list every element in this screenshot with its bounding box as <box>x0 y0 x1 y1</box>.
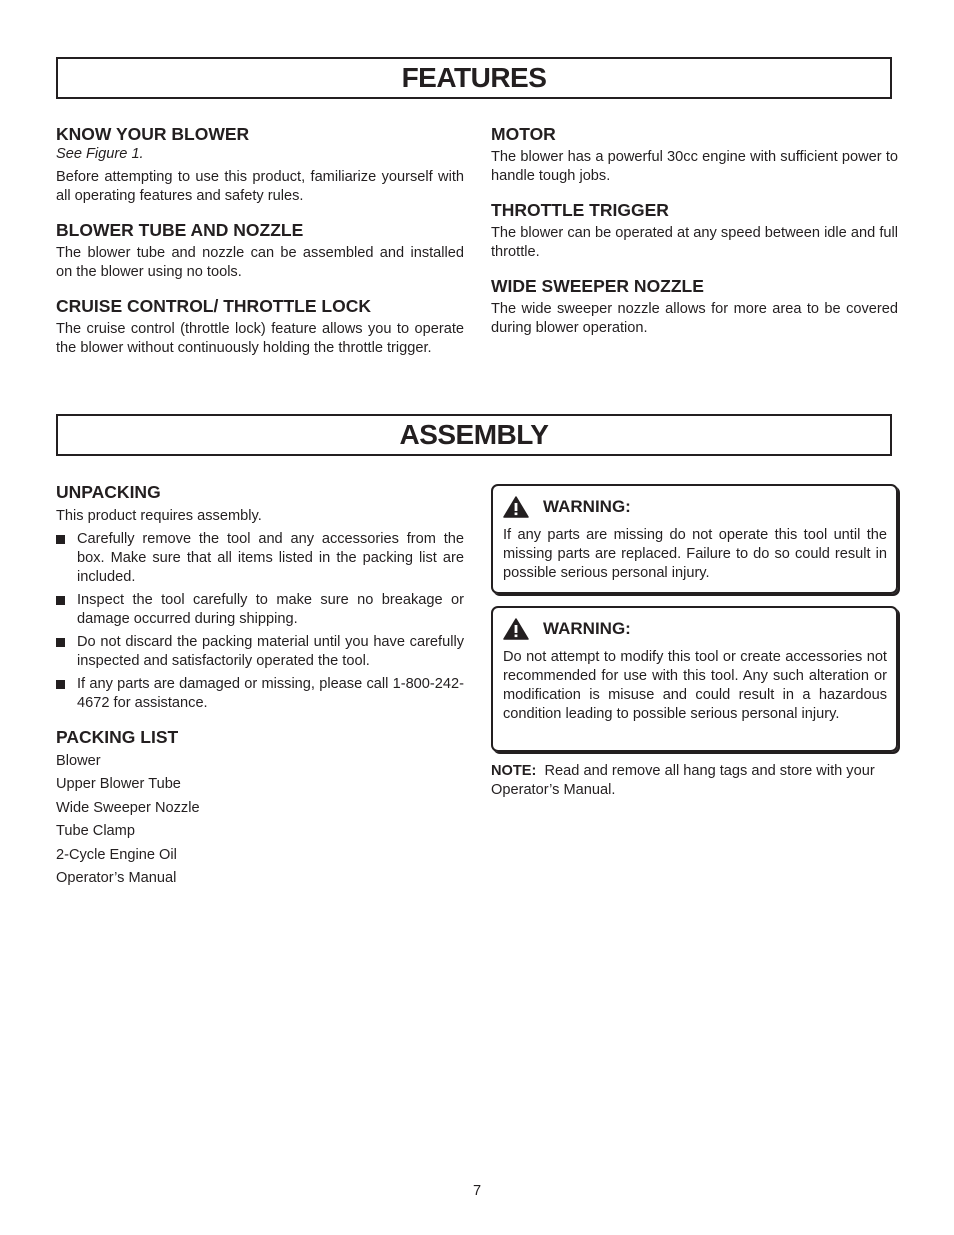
packing-list-item: Operator’s Manual <box>56 870 177 887</box>
warning-header <box>503 618 887 640</box>
cruise-control-heading: CRUISE CONTROL/ THROTTLE LOCK <box>56 296 371 316</box>
assembly-banner <box>56 414 892 456</box>
note-paragraph <box>491 762 898 800</box>
note-label: NOTE: <box>491 763 537 779</box>
warning-box-missing-parts <box>491 484 898 594</box>
square-bullet-icon <box>56 596 65 605</box>
assembly-title: ASSEMBLY <box>399 419 549 450</box>
packing-list-section <box>56 727 464 890</box>
packing-list-item: Wide Sweeper Nozzle <box>56 799 200 816</box>
assembly-left-column <box>56 482 464 890</box>
warning-label: WARNING: <box>543 497 631 516</box>
warning-header <box>503 496 887 518</box>
know-your-blower-text: Before attempting to use this product, familiarize yourself with all operating features and safety rules. <box>56 169 464 204</box>
square-bullet-icon <box>56 535 65 544</box>
blower-tube-heading: BLOWER TUBE AND NOZZLE <box>56 220 304 240</box>
cruise-control-section <box>56 296 464 358</box>
packing-list-heading: PACKING LIST <box>56 727 179 747</box>
cruise-control-text: The cruise control (throttle lock) feature allows you to operate the blower without continuously holding the throttle trigger. <box>56 321 464 356</box>
note-text: Read and remove all hang tags and store with your Operator’s Manual. <box>491 763 875 798</box>
figure-reference: See Figure 1. <box>56 146 144 162</box>
warning-text: If any parts are missing do not operate this tool until the missing parts are replaced. Failure to do so could result in possible serious personal injury. <box>503 527 887 581</box>
features-title: FEATURES <box>401 62 547 93</box>
features-banner <box>56 57 892 99</box>
wide-sweeper-heading: WIDE SWEEPER NOZZLE <box>491 276 704 296</box>
square-bullet-icon <box>56 638 65 647</box>
page-number: 7 <box>472 1183 482 1199</box>
warning-text: Do not attempt to modify this tool or create accessories not recommended for use with this tool. Any such alteration or modification is misuse and could result in a hazardous condition leading to possible serious personal injury. <box>503 649 887 722</box>
list-item: Inspect the tool carefully to make sure no breakage or damage occurred during shipping. <box>56 591 464 629</box>
wide-sweeper-text: The wide sweeper nozzle allows for more area to be covered during blower operation. <box>491 301 898 336</box>
features-left-column <box>56 124 464 372</box>
features-right-column <box>491 124 898 352</box>
blower-tube-text: The blower tube and nozzle can be assembled and installed on the blower using no tools. <box>56 245 464 280</box>
packing-list-item: Tube Clamp <box>56 823 135 840</box>
unpacking-heading: UNPACKING <box>56 482 161 502</box>
warning-triangle-icon <box>503 496 529 518</box>
unpacking-section <box>56 482 464 713</box>
throttle-trigger-heading: THROTTLE TRIGGER <box>491 200 669 220</box>
motor-text: The blower has a powerful 30cc engine with sufficient power to handle tough jobs. <box>491 149 898 184</box>
motor-heading: MOTOR <box>491 124 556 144</box>
blower-tube-section <box>56 220 464 282</box>
packing-list-item: 2-Cycle Engine Oil <box>56 846 177 863</box>
warning-box-modification <box>491 606 898 752</box>
wide-sweeper-section <box>491 276 898 338</box>
packing-list <box>56 750 464 890</box>
square-bullet-icon <box>56 680 65 689</box>
packing-list-item: Upper Blower Tube <box>56 776 181 793</box>
warning-triangle-icon <box>503 618 529 640</box>
warning-label: WARNING: <box>543 619 631 638</box>
unpacking-bullet-list <box>56 530 464 713</box>
unpacking-intro: This product requires assembly. <box>56 508 262 524</box>
packing-list-item: Blower <box>56 753 101 769</box>
motor-section <box>491 124 898 186</box>
know-your-blower-heading: KNOW YOUR BLOWER <box>56 124 250 144</box>
know-your-blower-section <box>56 124 464 206</box>
throttle-trigger-section <box>491 200 898 262</box>
throttle-trigger-text: The blower can be operated at any speed between idle and full throttle. <box>491 225 898 260</box>
list-item: Do not discard the packing material until you have carefully inspected and satisfactorily operated the tool. <box>56 633 464 671</box>
list-item: Carefully remove the tool and any accessories from the box. Make sure that all items listed in the packing list are included. <box>56 530 464 587</box>
list-item: If any parts are damaged or missing, please call 1-800-242-4672 for assistance. <box>56 675 464 713</box>
